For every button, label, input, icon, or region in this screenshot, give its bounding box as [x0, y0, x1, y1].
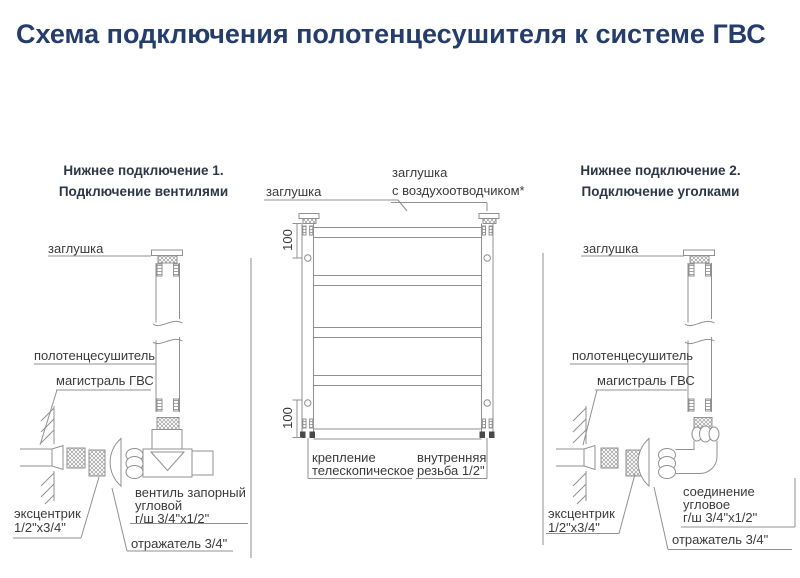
left-threaded-icon — [89, 450, 105, 476]
right-union-nut-icon — [659, 449, 676, 479]
right-elbow-label-3: г/ш 3/4"х1/2" — [683, 510, 758, 525]
middle-thread-label-2: резьба 1/2" — [417, 463, 485, 478]
right-gvs-main-label: магистраль ГВС — [597, 373, 695, 388]
middle-air-plug-label-1: заглушка — [392, 165, 448, 180]
right-elbow-label-1: соединение — [683, 484, 755, 499]
left-plug-label: заглушка — [48, 241, 104, 256]
page-title: Схема подключения полотенцесушителя к системе ГВС — [16, 19, 766, 49]
middle-mount-label-2: телескопическое — [312, 463, 415, 478]
right-eccentric-icon — [601, 448, 618, 468]
left-valve-label-2: угловой — [135, 498, 183, 513]
left-gvs-main-label: магистраль ГВС — [56, 373, 154, 388]
right-elbow-label-2: угловое — [683, 497, 731, 512]
left-eccentric-label-2: 1/2"х3/4" — [14, 520, 66, 535]
dimension-bottom-label: 100 — [280, 407, 295, 429]
right-elbow-icon — [676, 418, 720, 474]
middle-plug-label: заглушка — [266, 184, 322, 199]
left-towel-rail-label: полотенцесушитель — [34, 348, 156, 363]
right-eccentric-label-2: 1/2"х3/4" — [548, 520, 600, 535]
middle-air-plug-label-2: с воздухоотводчиком* — [392, 183, 525, 198]
right-plug-label: заглушка — [583, 241, 639, 256]
right-section-drawing — [543, 250, 795, 550]
ladder-feet — [300, 432, 495, 439]
ladder-left-plug-icon — [299, 214, 319, 224]
dimension-top-label: 100 — [280, 229, 295, 251]
middle-thread-label-1: внутренняя — [417, 450, 487, 465]
middle-mount-label-1: крепление — [312, 450, 376, 465]
left-eccentric-label-1: эксцентрик — [14, 506, 81, 521]
right-wall-pipe — [556, 446, 595, 470]
left-plug-icon — [152, 250, 183, 263]
left-valve-label-3: г/ш 3/4"х1/2" — [135, 511, 210, 526]
ladder-right-plug-icon — [479, 214, 499, 224]
right-reflector-label: отражатель 3/4" — [672, 532, 769, 547]
left-section-header-2: Подключение вентилями — [58, 184, 229, 199]
left-valve-icon — [143, 418, 213, 478]
middle-section-drawing — [264, 200, 499, 479]
ladder-posts — [302, 224, 493, 439]
right-towel-rail-label: полотенцесушитель — [572, 348, 694, 363]
left-eccentric-icon — [67, 448, 85, 468]
left-union-nut-icon — [126, 449, 143, 479]
ladder-mount-holes — [305, 255, 491, 406]
right-section-header-2: Подключение уголками — [581, 184, 740, 199]
right-eccentric-label-1: эксцентрик — [548, 506, 615, 521]
ladder-rungs — [314, 228, 482, 440]
right-section-header-1: Нижнее подключение 2. — [580, 163, 741, 178]
right-pipe — [685, 263, 715, 412]
right-reflector-icon — [638, 439, 649, 487]
left-reflector-label: отражатель 3/4" — [131, 536, 228, 551]
left-reflector-icon — [110, 439, 121, 487]
left-pipe — [153, 263, 183, 412]
right-plug-icon — [684, 250, 715, 263]
left-wall-pipe — [20, 446, 63, 470]
left-valve-label-1: вентиль запорный — [135, 485, 246, 500]
left-section-header-1: Нижнее подключение 1. — [63, 163, 224, 178]
